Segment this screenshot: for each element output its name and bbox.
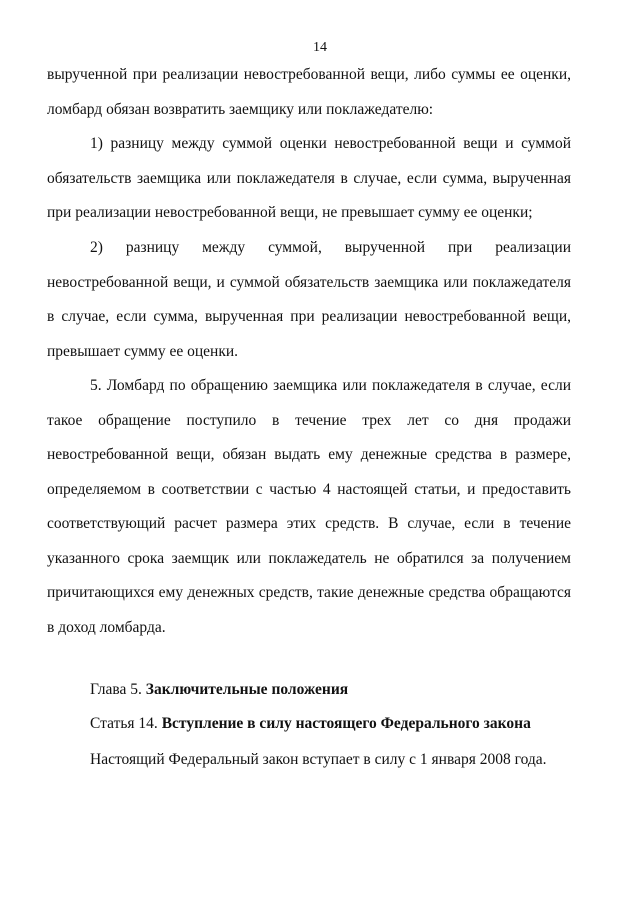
article-heading <box>90 714 610 734</box>
paragraph-item-1: 1) разницу между суммой оценки невостребованной вещи и суммой обязательств заемщика или поклажедателя в случае, если сумма, вырученная при реализации невостребованной вещи, не превышает сумму ее оценки; <box>47 135 571 221</box>
paragraph-continuation: вырученной при реализации невостребованной вещи, либо суммы ее оценки, ломбард обязан возвратить заемщику или поклажедателю: <box>47 66 571 118</box>
article-prefix: Статья 14. <box>90 715 158 732</box>
chapter-title: Заключительные положения <box>145 681 349 698</box>
chapter-prefix: Глава 5. <box>90 681 142 698</box>
final-provision: Настоящий Федеральный закон вступает в силу с 1 января 2008 года. <box>90 751 547 768</box>
article-title: Вступление в силу настоящего Федерального закона <box>161 715 531 732</box>
page-number: 14 <box>313 40 327 55</box>
paragraph-item-2: 2) разницу между суммой, вырученной при реализации невостребованной вещи, и суммой обязательств заемщика или поклажедателя в случае, если сумма, вырученная при реализации невостребованной вещи, превышает сумму ее оценки. <box>47 239 571 360</box>
chapter-heading <box>90 680 610 700</box>
paragraph-part-5: 5. Ломбард по обращению заемщика или поклажедателя в случае, если такое обращение поступило в течение трех лет со дня продажи невостребованной вещи, обязан выдать ему денежные средства в размере, определяемом в соответствии с частью 4 настоящей статьи, и предоставить соответствующий расчет размера этих средств. В случае, если в течение указанного срока заемщик или поклажедатель не обратился за получением причитающихся ему денежных средств, такие денежные средства обращаются в доход ломбарда. <box>47 377 571 636</box>
